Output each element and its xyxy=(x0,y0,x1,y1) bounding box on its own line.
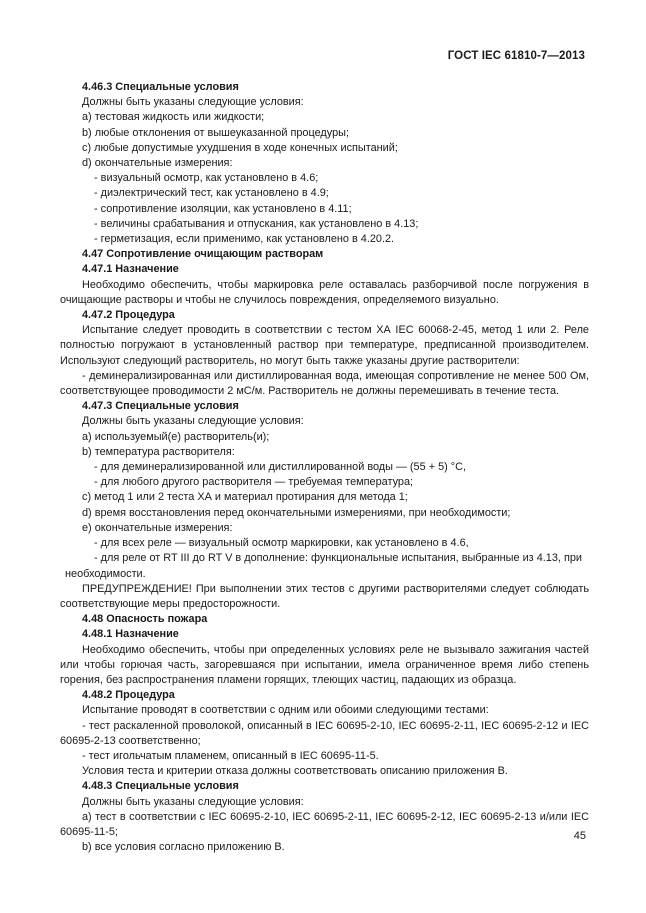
paragraph: Условия теста и критерии отказа должны соответствовать описанию приложения В. xyxy=(82,765,508,778)
paragraph: Необходимо обеспечить, чтобы маркировка реле оставалась разборчивой после погружения в очищающие растворы и чтобы не случилось повреждения, определяемого визуально. xyxy=(60,278,589,306)
document-header: ГОСТ IEC 61810-7—2013 xyxy=(447,50,585,62)
section-heading: 4.47.2 Процедура xyxy=(82,309,175,322)
paragraph: ПРЕДУПРЕЖДЕНИЕ! При выполнении этих тестов с другими растворителями следует соблюдать соответствующие меры предосторожности. xyxy=(60,582,589,610)
paragraph: а) тест в соответствии с IEC 60695-2-10, IEC 60695-2-11, IEC 60695-2-12, IEC 60695-2-13 и/или IEC 60695-11-5; xyxy=(60,810,589,838)
paragraph: - деминерализированная или дистиллированная вода, имеющая сопротивление не менее 500 Ом, соответствующее проводимости 2 мС/м. Растворитель не должны перемешивать в течение теста. xyxy=(60,369,589,398)
paragraph: Необходимо обеспечить, чтобы при определенных условиях реле не вызывало зажигания частей или чтобы горючая часть, загоревшаяся при испытании, имела ограниченное время либо степень горения, без распространения пламени горящих, тлеющих частиц, падающих из образца. xyxy=(60,643,589,686)
paragraph: Должны быть указаны следующие условия: xyxy=(82,96,304,109)
paragraph: с) любые допустимые ухудшения в ходе конечных испытаний; xyxy=(82,141,398,154)
paragraph: - визуальный осмотр, как установлено в 4.6; xyxy=(94,172,319,185)
paragraph: - для реле от RT III до RT V в дополнение: функциональные испытания, выбранные из 4.13, при xyxy=(94,552,582,565)
paragraph: - сопротивление изоляции, как установлено в 4.11; xyxy=(94,202,352,215)
paragraph: а) используемый(е) растворитель(и); xyxy=(82,430,270,443)
paragraph: е) окончательные измерения: xyxy=(82,521,233,534)
paragraph: - для деминерализированной или дистиллированной воды — (55 + 5) °С, xyxy=(94,461,467,474)
paragraph: необходимости. xyxy=(65,567,146,580)
section-heading: 4.48.3 Специальные условия xyxy=(82,780,239,793)
section-heading: 4.48 Опасность пожара xyxy=(82,613,208,626)
paragraph: b) все условия согласно приложению В. xyxy=(82,841,285,854)
paragraph: - тест игольчатым пламенем, описанный в IEC 60695-11-5. xyxy=(82,749,379,762)
paragraph: - величины срабатывания и отпускания, как установлено в 4.13; xyxy=(94,217,419,230)
paragraph: Испытание проводят в соответствии с одним или обоими следующими тестами: xyxy=(82,704,489,717)
section-heading: 4.46.3 Специальные условия xyxy=(82,81,239,93)
paragraph: Должны быть указаны следующие условия: xyxy=(82,795,304,808)
section-heading: 4.47 Сопротивление очищающим растворам xyxy=(82,248,324,261)
paragraph: d) окончательные измерения: xyxy=(82,157,233,170)
paragraph: b) любые отклонения от вышеуказанной процедуры; xyxy=(82,126,349,139)
paragraph: Должны быть указаны следующие условия: xyxy=(82,415,304,428)
section-heading: 4.47.3 Специальные условия xyxy=(82,400,239,413)
paragraph: - герметизация, если применимо, как установлено в 4.20.2. xyxy=(94,233,395,246)
document-body xyxy=(60,80,589,855)
paragraph: с) метод 1 или 2 теста ХА и материал протирания для метода 1; xyxy=(82,491,408,504)
paragraph: d) время восстановления перед окончательными измерениями, при необходимости; xyxy=(82,506,511,519)
section-heading: 4.47.1 Назначение xyxy=(82,263,179,276)
paragraph: - для всех реле — визуальный осмотр маркировки, как установлено в 4.6, xyxy=(94,537,469,550)
page-number: 45 xyxy=(573,830,586,842)
paragraph: - диэлектрический тест, как установлено в 4.9; xyxy=(94,187,329,200)
section-heading: 4.48.2 Процедура xyxy=(82,689,175,702)
paragraph: b) температура растворителя: xyxy=(82,445,235,458)
section-heading: 4.48.1 Назначение xyxy=(82,628,179,641)
paragraph: - тест раскаленной проволокой, описанный в IEC 60695-2-10, IEC 60695-2-11, IEC 60695-2-12 и IEC 60695-2-13 соответственно; xyxy=(60,719,589,747)
paragraph: Испытание следует проводить в соответствии с тестом ХА IEC 60068-2-45, метод 1 или 2. Реле полностью погружают в установленный раствор при температуре, предписанной производителем. Используют следующий растворитель, но могут быть также указаны другие растворители: xyxy=(60,324,589,367)
paragraph: - для любого другого растворителя — требуемая температура; xyxy=(94,476,414,489)
paragraph: а) тестовая жидкость или жидкости; xyxy=(82,111,265,124)
